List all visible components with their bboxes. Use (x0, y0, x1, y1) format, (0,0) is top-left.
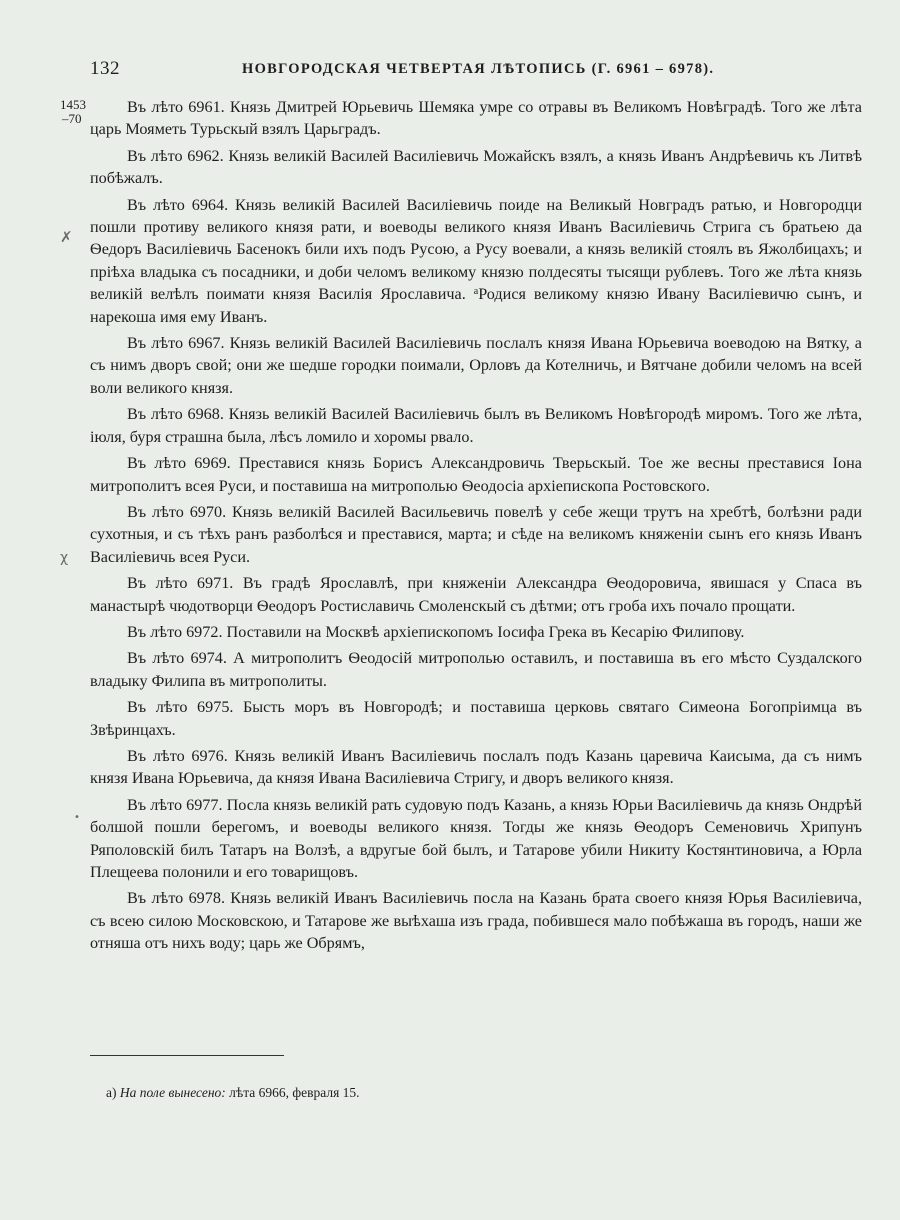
entry-text: Въ лѣто 6974. А митрополитъ Ѳеодосій митрополью оставилъ, и поставиша въ его мѣсто Суздалского владыку Филипа въ митрополиты. (90, 649, 862, 690)
chronicle-entry (90, 696, 862, 741)
margin-year-start: 1453 (60, 97, 86, 112)
entry-text: Въ лѣто 6971. Въ градѣ Ярославлѣ, при княженіи Александра Ѳеодоровича, явишася у Спаса въ манастырѣ чюдотворци Ѳеодоръ Ростиславичь Смоленскый съ дѣтми; отъ гроба ихъ почало прощати. (90, 574, 862, 615)
chronicle-entry (90, 452, 862, 497)
entry-text: Въ лѣто 6967. Князь великій Василей Василіевичь послалъ князя Ивана Юрьевича воеводою на Вятку, а съ нимъ дворъ свой; они же шедше городки поимали, Орловъ да Котелничь, и Вятчане добили челомъ на всей воли великого князя. (90, 334, 862, 397)
chronicle-entry (90, 96, 862, 141)
margin-pencil-mark: ✗ (60, 228, 73, 246)
entry-text: Въ лѣто 6977. Посла князь великій рать судовую подъ Казань, а князь Юрьи Василіевичь да князь Ондрѣй болшой пошли берегомъ, и воеводы великого князя. Тогды же князь Ѳеодоръ Семеновичь Хрипунъ Ряполовскій билъ Татаръ на Волзѣ, а вдругые бой былъ, и Татарове убили Никиту Костянтиновича, а Юрла Плещеева полонили и его товарищовъ. (90, 795, 862, 881)
entry-text: Въ лѣто 6976. Князь великій Иванъ Василіевичь послалъ подъ Казань царевича Каисыма, да съ нимъ князя Ивана Юрьевича, да князя Ивана Василіевича Стригу, и дворъ великого князя. (90, 746, 862, 788)
chronicle-entry (90, 572, 862, 617)
footnote-reference: а (473, 286, 479, 298)
margin-dot-mark: • (74, 812, 80, 823)
chronicle-entry (90, 194, 862, 328)
chronicle-entry (90, 647, 862, 692)
page-number: 132 (90, 58, 120, 79)
chronicle-entry (90, 501, 862, 568)
chronicle-entry (90, 621, 862, 643)
running-title: НОВГОРОДСКАЯ ЧЕТВЕРТАЯ ЛѢТОПИСЬ (Г. 6961 – 6978). (242, 61, 715, 77)
entry-text: Въ лѣто 6969. Преставися князь Борисъ Александровичь Тверьскый. Тое же весны преставися Іона митрополитъ всея Руси, и поставиша на митрополью Ѳеодосіа архіепископа Ростовского. (90, 454, 862, 495)
entry-text: Въ лѣто 6968. Князь великій Василей Василіевичь былъ въ Великомъ Новѣгородѣ миромъ. Того же лѣта, іюля, буря страшна была, лѣсъ ломило и хоромы рвало. (90, 405, 862, 446)
margin-pencil-mark: χ (60, 550, 69, 566)
entry-text: Родися великому князю Ивану Василіевичю сынъ, и нарекоша имя ему Иванъ. (90, 285, 862, 326)
chronicle-text (90, 96, 862, 959)
footnote-divider (90, 1055, 284, 1056)
entry-text: Въ лѣто 6961. Князь Дмитрей Юрьевичь Шемяка умре со отравы въ Великомъ Новѣградѣ. Того же лѣта царь Мояметь Турьскый взялъ Царьградъ. (90, 98, 862, 139)
footnote-label: На поле вынесено: (119, 1085, 226, 1100)
margin-year-end: –70 (62, 111, 82, 126)
chronicle-entry (90, 145, 862, 190)
chronicle-entry (90, 887, 862, 954)
chronicle-entry (90, 794, 862, 884)
margin-year-range (60, 98, 86, 126)
chronicle-entry (90, 403, 862, 448)
entry-text: Въ лѣто 6970. Князь великій Василей Васильевичь повелѣ у себе жещи трутъ на хребтѣ, болѣзни ради сухотныя, и съ тѣхъ ранъ разболѣся и преставися, марта; и сѣде на великомъ княженіи сынъ его князь Иванъ Василіевичь всея Руси. (90, 502, 862, 566)
page-header (90, 58, 870, 84)
entry-text: Въ лѣто 6978. Князь великій Иванъ Василіевичь посла на Казань брата своего князя Юрья Василіевича, съ всею силою Московскою, и Татарове же выѣхаша изъ града, побившеся мало побѣжаша въ городъ, наши же отняша отъ нихъ воду; царь же Обрямъ, (90, 889, 862, 953)
entry-text: Въ лѣто 6975. Бысть моръ въ Новгородѣ; и поставиша церковь святаго Симеона Богопріимца въ Звѣринцахъ. (90, 698, 862, 739)
entry-text: Въ лѣто 6964. Князь великій Василей Василіевичь поиде на Великый Новградъ ратью, и Новгородци пошли противу великого князя рати, и воеводы великого князя Иванъ Василіевичь Стрига съ братьею да Ѳедоръ Василіевичь Басенокъ били ихъ подъ Русою, а Русу воевали, а князь великій стоялъ въ Яжолбицахъ; и пріѣха владыка съ посадники, и доби челомъ великому князю полдесяты тысящи рублевъ. Того же лѣта князь великій велѣлъ поимати князя Василія Ярославича. (90, 195, 862, 304)
entry-text: Въ лѣто 6962. Князь великій Василей Василіевичь Можайскъ взялъ, а князь Иванъ Андрѣевичь къ Литвѣ побѣжалъ. (90, 146, 862, 188)
footnote-marker: а) (106, 1085, 117, 1100)
chronicle-entry (90, 745, 862, 790)
chronicle-entry (90, 332, 862, 399)
footnote-text: лѣта 6966, февраля 15. (229, 1085, 360, 1100)
entry-text: Въ лѣто 6972. Поставили на Москвѣ архіепископомъ Іосифа Грека въ Кесарію Филипову. (127, 622, 745, 641)
footnote (106, 1085, 360, 1101)
